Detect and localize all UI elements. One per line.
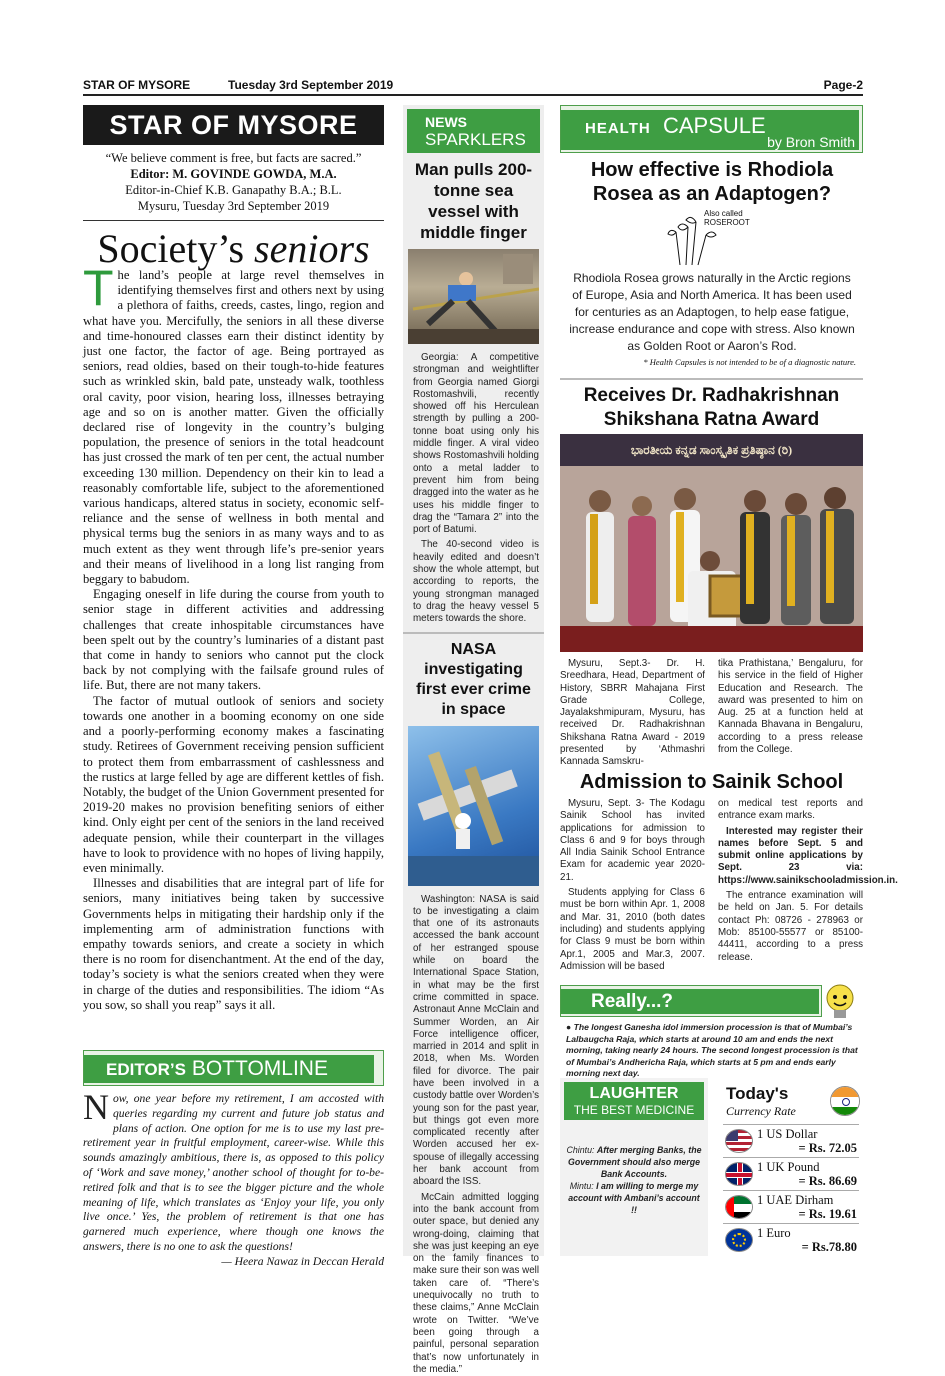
- header-paper-name: STAR OF MYSORE: [83, 78, 191, 92]
- bottomline-attribution: — Heera Nawaz in Deccan Herald: [221, 1254, 384, 1268]
- header-page-number: Page-2: [823, 78, 863, 92]
- space-station-photo: [408, 726, 539, 886]
- award-banner: ಭಾರತೀಯ ಕನ್ನಡ ಸಾಂಸ್ಕೃತಿಕ ಪ್ರತಿಷ್ಠಾನ (ರಿ): [560, 434, 863, 466]
- currency-row-usd: [723, 1124, 859, 1156]
- currency-unit: 1 UK Pound: [757, 1160, 820, 1174]
- currency-subtitle: Currency Rate: [726, 1104, 796, 1118]
- health-capsule-label: HEALTH CAPSULE by Bron Smith: [561, 110, 859, 150]
- india-flag-icon: [830, 1086, 860, 1116]
- award-photo: [560, 434, 863, 652]
- sainik-body-col2: on medical test reports and entrance exam marks. Interested may register their names before Sept. 5 and submit online applications by Sept. 23 via: https://www.sainikschooladmission.in. The entrance examination will be held on Jan. 5. For details contact Ph: 08726 - 278963 or Mob: 85100-55577 or 85100-44411, according to a press release.: [718, 798, 898, 963]
- sparkler-body-2: Washington: NASA is said to be investigating a claim that one of its astronauts accessed the bank account of her estranged spouse while on board the International Space Station, in what may be the first crime committed in space. Astronaut Anne McClain and Summer Worden, an Air Force intelligence officer, married in 2014 and split in 2018, when Ms. Worden filed for divorce. The pair have been involved in a custody battle over Worden’s young son for the past year, but things got even more complicated recently after Worden accused her ex-spouse of illegally accessing her bank account from aboard the ISS. McCain admitted logging into the bank account from outer space, but denied any wrong-doing, claiming that she was just keeping an eye on the family finances to make sure their son was well taken care of. “There’s unequivocally no truth to these claims,” Anne McClain wrote on Twitter. “We’ve been going through a painful, personal separation that’s now unfortunately in the media.”: [413, 893, 539, 1375]
- sparkler-body-1: Georgia: A competitive strongman and weightlifter from Georgia named Giorgi Rostomashvili, recently showed off his Herculean strength by pulling a 200-tonne boat using only his middle finger. A viral video shows Rostomashvili holding onto a metal ladder to prevent him from being dragged into the water as he uses his middle finger to drag the “Tamara 2” into the port of Batumi. The 40-second video is heavily edited and doesn’t show the whole attempt, but according to reports, the young strongman managed to drag the heavy vessel 5 meters towards the shore.: [413, 352, 539, 625]
- editorial-paragraph: Illnesses and disabilities that are integral part of life for seniors, many initiatives being taken by successive Governments helps in mitigating their hardship only if the implementing arm of administration functions with empathy towards seniors, and create a society in which there is no room for disenchantment. At the end of the day, today’s society is what the seniors created when they were in charge of the duties and responsibilities. The idiom “As you sow, so shall you reap” says it all.: [83, 876, 384, 1012]
- roseroot-sketch-caption: Also called ROSEROOT: [704, 209, 750, 227]
- health-disclaimer: * Health Capsules is not intended to be of a diagnostic nature.: [643, 357, 856, 367]
- header-date: Tuesday 3rd September 2019: [228, 78, 394, 92]
- eu-flag-icon: [725, 1228, 753, 1252]
- masthead-dateline: Mysuru, Tuesday 3rd September 2019: [137, 199, 330, 213]
- sainik-body-col1: Mysuru, Sept. 3- The Kodagu Sainik School has invited applications for admission to Class 6 and 9 for boys through All India Sainik School Entrance Exam for academic year 2020-21. Students applying for Class 6 must be born within Apr. 1, 2008 and Mar. 31, 2010 (both dates including) and students applying for Class 9 must be born within Apr.1, 2005 and Mar.3, 2007. Admission will be based: [560, 798, 705, 972]
- currency-unit: 1 US Dollar: [757, 1127, 818, 1141]
- really-text: ● The longest Ganesha idol immersion procession is that of Mumbai’s Lalbaugcha Raja, which starts at around 10 am and ends the next morning, taking nearly 24 hours. The second longest procession is that of Mumbai’s Andhericha Raja, which starts at 5 pm and ends early morning next day.: [566, 1022, 858, 1078]
- uk-flag-icon: [725, 1162, 753, 1186]
- sparkler-title-2: NASA investigating first ever crime in space: [403, 632, 544, 722]
- running-header: [83, 76, 863, 96]
- award-body-col1: Mysuru, Sept.3- Dr. H. Sreedhara, Head, Department of History, SBRR Mahajana First Grade College, Jayalakshmipuram, Mysuru, has received Dr. Radhakrishnan Shikshana Ratna Award - 2019 presented by ‘Athmashri Kannada Samskru-: [560, 658, 705, 768]
- health-capsule-header: [560, 105, 863, 153]
- currency-value: = Rs.78.80: [801, 1240, 857, 1254]
- health-body: Rhodiola Rosea grows naturally in the Arctic regions of Europe, Asia and North America. It has been used for centuries as an Adaptogen, to help ease fatigue, increase endurance and cope with stress. Also known as Golden Root or Aaron’s Rod.: [569, 271, 855, 353]
- masthead: STAR OF MYSORE: [83, 105, 384, 145]
- editorial-title: Society’s seniors: [83, 220, 384, 273]
- currency-unit: 1 UAE Dirham: [757, 1193, 834, 1207]
- health-title: How effective is Rhodiola Rosea as an Adaptogen?: [590, 159, 834, 205]
- masthead-editor-in-chief: Editor-in-Chief K.B. Ganapathy B.A.; B.L.: [125, 183, 342, 197]
- laughter-label: LAUGHTER THE BEST MEDICINE: [564, 1082, 704, 1120]
- news-sparklers-column: [403, 105, 544, 1375]
- laughter-joke: Chintu: After merging Banks, the Government should also merge Bank Accounts. Mintu: I am willing to merge my account with Ambani’s account !!: [566, 1145, 702, 1215]
- currency-value: = Rs. 86.69: [798, 1174, 857, 1188]
- currency-title: Today's: [726, 1084, 789, 1103]
- sparkler-title-1: Man pulls 200-tonne sea vessel with middle finger: [414, 160, 533, 242]
- lightbulb-icon: [818, 980, 862, 1024]
- currency-unit: 1 Euro: [757, 1226, 791, 1240]
- masthead-quote: “We believe comment is free, but facts are sacred.”: [105, 151, 362, 165]
- bottomline-dropcap: N: [83, 1087, 109, 1127]
- really-label: Really...?: [561, 989, 819, 1014]
- currency-row-gbp: [723, 1157, 859, 1189]
- editorial-body: The land’s people at large revel themselves in identifying themselves first and others next by using a plethora of faiths, creeds, castes, lingo, region and what have you. Mercifully, the seniors in all these diverse and time-honoured classes earn their distinct identity by just one factor, the factor of age. Being portrayed as seniors, read oldies, based on their tough-to-hide features such as wrinkled skin, bald pate, unsteady walk, toothless oral cavity, poor vision, hearing loss, illnesses betraying age and so on is another matter. Given the officially declared rise of longevity in the country’s bulging population, the presence of seniors in the total headcount has just crossed the mark of ten per cent, the actual number exceeding 130 million. Dependency on their kin to lead a reasonably comfortable life, subject to the aforementioned various handicaps, altered status in society, economic self-reliance and the sense of wellness in both mental and physical terms bug the seniors in as many ways and to as much extent as they went through life’s pre-senior years and their means of livelihood in a long list ranging from beggary to babudom. Engaging oneself in life during the course from youth to senior stage in different activities and addressing challenges that create inhospitable circumstances have been spelt out by the country’s luminaries of a distant past that come in handy to seniors who cannot put the clock back by not complying with the failsafe ground rules of life. But, there are not many takers. The factor of mutual outlook of seniors and society towards one another in a booming economy on one side and a poorly-performing economy makes a fascinating study. Retirees of Government receiving pension sufficient to protect them from embarrassment of cashlessness and the rustics at large felled by age are different kettles of fish. Notably, the budget of the Union Government presented for 2019-20 makes no provision benefiting seniors of either kind. Only eight per cent of the seniors in the land received adequate pension, while their counterpart in the villages have to look to providence with no hopes of living happily, even minimally. Illnesses and disabilities that are integral part of life for seniors, many initiatives being taken by successive Governments helps in mitigating their hardship only if the implementing arm of administration functions with empathy towards seniors, and create a society in which there is no room for disenchantment. At the end of the day, today’s society is what the seniors created when they were in charge of the duties and responsibilities. The idiom “As you sow, so shall you reap” says it all.: [83, 260, 385, 1012]
- really-header: [560, 985, 822, 1017]
- editorial-dropcap: T: [83, 260, 114, 316]
- laughter-box: [560, 1078, 708, 1256]
- currency-value: = Rs. 19.61: [798, 1207, 857, 1221]
- news-sparklers-label: NEWS SPARKLERS: [407, 109, 540, 153]
- masthead-credits: [83, 150, 384, 214]
- editorial-paragraph: The factor of mutual outlook of seniors and society towards one another in a booming economy on one side and a poorly-performing economy makes a fascinating study. Retirees of Government receiving pension sufficient to protect them from embarrassment of cashlessness and the rustics at large felled by age are different kettles of fish. Notably, the budget of the Union Government presented for 2019-20 makes no provision benefiting seniors of either kind. Only eight per cent of the seniors in the land received adequate pension, while their counterpart in the villages have to look to providence with no hopes of living happily, even minimally.: [83, 693, 385, 875]
- strongman-photo: [408, 249, 539, 344]
- editorial-paragraph: Engaging oneself in life during the course from youth to senior stage in different activities and addressing challenges that create inhospitable circumstances have been spelt out by the country’s luminaries of a distant past that come in handy to seniors who cannot put the clock back by not complying with the failsafe ground rules of life. But, there are not many takers.: [83, 587, 384, 693]
- masthead-editor: Editor: M. GOVINDE GOWDA, M.A.: [130, 167, 337, 181]
- award-title: Receives Dr. Radhakrishnan Shikshana Ratna Award: [560, 378, 863, 432]
- currency-row-eur: [723, 1223, 859, 1255]
- bottomline-text: Now, one year before my retirement, I am accosted with queries regarding my current and future job status and plans of action. One option for me is to use my last pre-retirement year in fruitful employment, career-wise. While this sounds amazingly ambitious, there is, as opposed to this policy of ‘Work and save money,’ another school of thought for to-be-retired folk and that is to see the bigger picture and the whole meaning of life, which translates as ‘Enjoy your life, you only live once.’ Yes, the problem of retirement is that one has garnered much experience, where though one knows the answers, there is no one to ask the questions! — Heera Nawaz in Deccan Herald: [83, 1087, 384, 1268]
- roseroot-sketch: [666, 207, 750, 267]
- sainik-title: Admission to Sainik School: [579, 771, 844, 793]
- bottomline-label: EDITOR’S BOTTOMLINE: [84, 1055, 374, 1083]
- uae-flag-icon: [725, 1195, 753, 1219]
- award-body-col2: tika Prathistana,’ Bengaluru, for his service in the field of Higher Education and Research. The award was presented to him on Aug. 25 at a function held at Kannada Bhavana in Bengaluru, according to a press release from the College.: [718, 658, 863, 756]
- currency-value: = Rs. 72.05: [798, 1141, 857, 1155]
- bottomline-header: [83, 1050, 384, 1086]
- currency-row-aed: [723, 1190, 859, 1222]
- us-flag-icon: [725, 1129, 753, 1153]
